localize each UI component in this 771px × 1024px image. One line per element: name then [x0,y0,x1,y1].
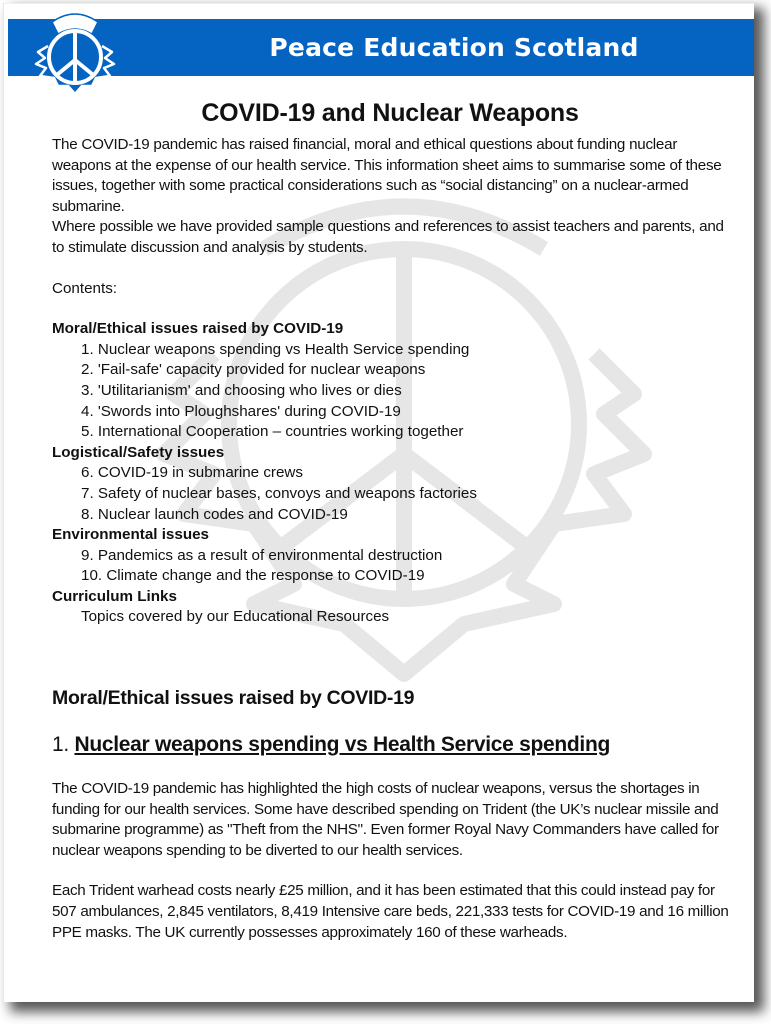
intro-paragraph: Where possible we have provided sample questions and references to assist teachers and parents, and to stimulate discussion and analysis by students. [52,218,724,256]
toc-item[interactable]: 9. Pandemics as a result of environmental destruction [81,546,443,564]
toc-item[interactable]: 2. 'Fail-safe' capacity provided for nuclear weapons [81,361,426,379]
toc-item[interactable]: Topics covered by our Educational Resources [81,608,390,626]
toc-item[interactable]: 6. COVID-19 in submarine crews [81,464,303,482]
subsection-number: 1. [52,733,69,757]
toc-item[interactable]: 10. Climate change and the response to COVID-19 [81,567,425,585]
org-name: Peace Education Scotland [269,33,639,62]
toc-heading: Logistical/Safety issues [52,443,225,461]
page-title: COVID-19 and Nuclear Weapons [201,99,579,127]
toc-heading: Curriculum Links [52,587,177,605]
table-of-contents [52,319,732,628]
body-paragraph: The COVID-19 pandemic has highlighted the high costs of nuclear weapons, versus the shortages in funding for our health services. Some have described spending on Trident (the UK’s nuclear missile and submarine programme) as "Theft from the NHS". Even former Royal Navy Commanders have called for nuclear weapons spending to be diverted to our health services. [52,780,719,859]
toc-item[interactable]: 3. 'Utilitarianism' and choosing who lives or dies [81,381,402,399]
toc-item[interactable]: 5. International Cooperation – countries working together [81,423,464,441]
intro-paragraph: The COVID-19 pandemic has raised financial, moral and ethical questions about funding nuclear weapons at the expense of our health service. This information sheet aims to summarise some of these issues, together with some practical considerations such as “social distancing” on a nuclear-armed submarine. [52,136,722,215]
subsection-heading [52,731,732,759]
toc-heading: Moral/Ethical issues raised by COVID-19 [52,320,344,338]
toc-item[interactable]: 1. Nuclear weapons spending vs Health Service spending [81,340,470,358]
toc-item[interactable]: 4. 'Swords into Ploughshares' during COVID-19 [81,402,401,420]
document-content [52,96,732,943]
toc-heading: Environmental issues [52,526,209,544]
section-heading: Moral/Ethical issues raised by COVID-19 [52,687,415,710]
toc-item[interactable]: 7. Safety of nuclear bases, convoys and weapons factories [81,484,477,502]
body-paragraph: Each Trident warhead costs nearly £25 million, and it has been estimated that this could instead pay for 507 ambulances, 2,845 ventilators, 8,419 Intensive care beds, 221,333 tests for COVID-19 and 16 million PPE masks. The UK currently possesses approximately 160 of these warheads. [52,882,729,941]
subsection-title: Nuclear weapons spending vs Health Service spending [74,733,610,757]
contents-label: Contents: [52,279,118,297]
document-page [3,3,754,1002]
toc-item[interactable]: 8. Nuclear launch codes and COVID-19 [81,505,348,523]
peace-education-scotland-logo-icon [30,4,120,96]
